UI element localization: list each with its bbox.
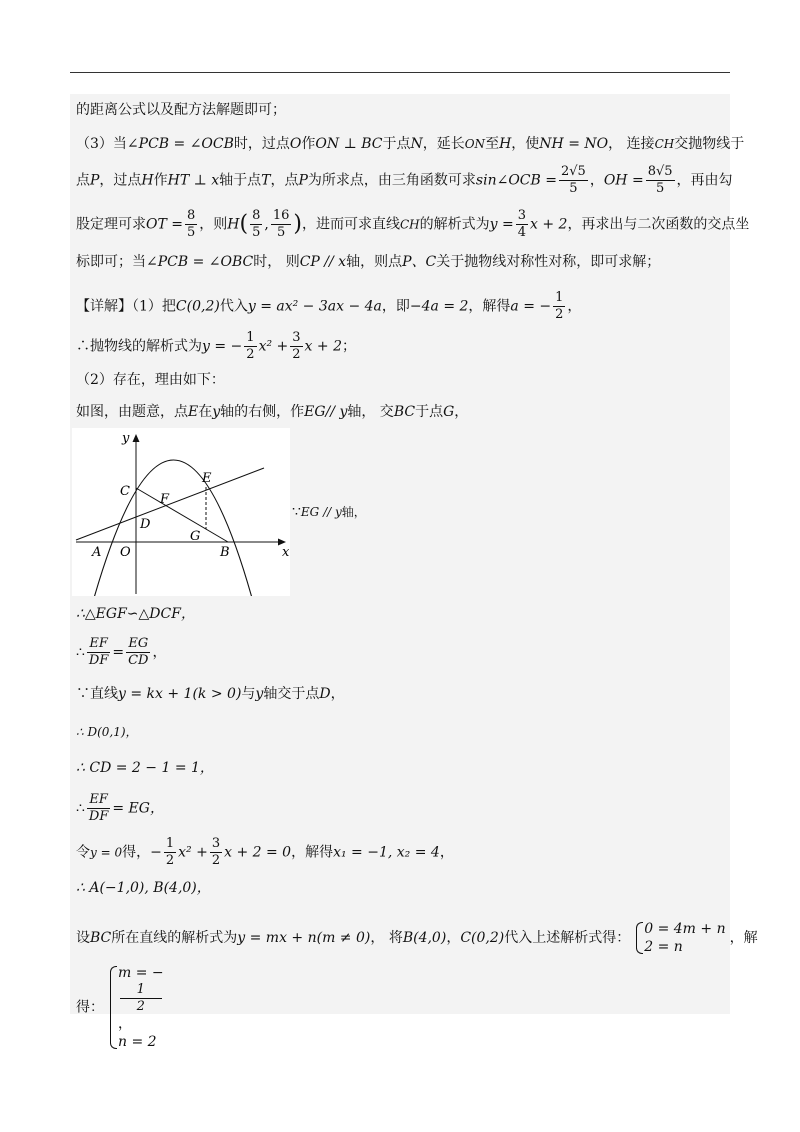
numerator: 2√5 — [561, 164, 586, 179]
math: BC — [90, 930, 112, 946]
text: 交抛物线于 — [674, 136, 745, 152]
math: x + 2 — [304, 338, 342, 355]
math: y = ax² − 3ax − 4a — [247, 298, 382, 315]
text: ， — [567, 298, 582, 315]
numerator: 1 — [555, 290, 564, 305]
text: 的解析式为 — [419, 216, 490, 233]
math: y = — [489, 216, 514, 233]
denominator: DF — [88, 653, 109, 668]
text: ，解 — [729, 930, 758, 946]
text: 轴， — [341, 505, 366, 519]
text: ， — [439, 844, 454, 861]
math: m = − — [118, 965, 164, 981]
label-e: E — [202, 471, 212, 486]
numerator: 3 — [211, 836, 221, 851]
text: ，解得 — [468, 298, 511, 315]
label-y: y — [122, 431, 130, 446]
denominator: 2 — [292, 347, 301, 362]
text: ，解得 — [291, 844, 334, 861]
line-part3-b — [76, 164, 733, 197]
math: CH — [399, 217, 420, 232]
denominator: 5 — [252, 225, 261, 240]
line-part3-c: 股定理可求OT = $\frac{8}{5}$ ，则H( $\frac{8}{5}$ , $\frac{16}{5}$ )，进而可求直线CH的解析式为y = $\frac{3}{4}$ x + 2，再求出与二次函数的交点坐 — [76, 208, 750, 240]
math: H — [499, 136, 512, 152]
numerator: 3 — [517, 208, 526, 223]
math: y = − — [202, 338, 243, 355]
denominator: 2 — [555, 307, 564, 322]
parabola-diagram — [72, 428, 290, 596]
geometry-figure — [72, 428, 290, 596]
numerator: 8 — [187, 208, 196, 223]
math: EG// y — [304, 404, 348, 420]
math: x₁ = −1, x₂ = 4 — [333, 844, 440, 861]
text: 在 — [198, 404, 213, 420]
text: 代入 — [219, 298, 248, 315]
math: T — [261, 172, 271, 189]
line-similar — [76, 604, 195, 624]
text: ∵直线 — [76, 686, 118, 702]
text: 轴的右侧，作 — [220, 404, 305, 420]
fraction — [87, 792, 110, 825]
line-because-eg — [292, 502, 366, 522]
text: ，点 — [270, 172, 299, 189]
math: P — [90, 172, 100, 189]
math: ∠PCB = ∠OCB — [126, 136, 234, 152]
text: 的距离公式以及配方法解题即可； — [76, 102, 286, 118]
text: ，即 — [381, 298, 410, 315]
denominator: 2 — [211, 853, 221, 868]
denominator: DF — [88, 809, 109, 824]
label-f: F — [160, 492, 170, 507]
math: y — [212, 404, 221, 420]
line-detail-1 — [76, 290, 581, 323]
text: 如图，由题意，点 — [76, 404, 188, 420]
math: OH = — [603, 172, 644, 189]
math: x + 2 = 0 — [224, 844, 292, 861]
text: = — [112, 644, 125, 661]
line-part3-a — [76, 134, 744, 154]
solution-content — [70, 94, 758, 1050]
text: 时，过点 — [233, 136, 290, 152]
text: 点 — [76, 172, 90, 189]
fraction — [559, 164, 588, 197]
math: ∴ D(0,1)， — [76, 725, 138, 739]
fraction — [164, 836, 176, 869]
equation — [118, 964, 164, 1033]
math: x + 2 — [530, 216, 568, 233]
line-line-d — [76, 684, 345, 704]
text: 代入上述解析式得： — [504, 930, 631, 946]
math: CP // x — [299, 254, 347, 270]
text: ； — [341, 338, 356, 355]
text: ∴ — [76, 800, 85, 817]
label-x: x — [282, 545, 290, 560]
math: −4a = 2 — [409, 298, 469, 315]
text: ， 连接 — [608, 136, 655, 152]
math: y — [255, 686, 264, 702]
math: ON ⊥ BC — [315, 136, 383, 152]
math: ∠PCB = ∠OBC — [146, 254, 254, 270]
math: sin∠OCB = — [475, 172, 557, 189]
math: P — [298, 172, 308, 189]
numerator: EG — [126, 636, 150, 653]
numerator: 1 — [246, 330, 255, 345]
text: 于点 — [415, 404, 444, 420]
math: y = mx + n(m ≠ 0) — [237, 930, 371, 946]
text: ，延长 — [422, 136, 465, 152]
math: C(0,2) — [460, 930, 505, 946]
text: ， 将 — [370, 930, 403, 946]
text: 得， — [122, 844, 151, 861]
fraction — [646, 164, 675, 197]
fraction — [516, 208, 528, 241]
label-a: A — [92, 545, 102, 560]
math: OT = — [146, 216, 183, 233]
line-roots — [76, 836, 454, 869]
text: 关于抛物线对称性对称，即可求解； — [436, 254, 661, 270]
text: 股定理可求 — [76, 216, 146, 233]
equation: n = 2 — [118, 1034, 157, 1050]
math: P、C — [402, 254, 437, 270]
fraction — [553, 290, 565, 323]
numerator: 1 — [165, 836, 175, 851]
fraction — [210, 836, 222, 869]
fraction — [244, 330, 256, 363]
text: （2）存在，理由如下： — [76, 372, 225, 388]
text: ，使 — [511, 136, 540, 152]
fraction — [290, 330, 302, 363]
text: 至 — [485, 136, 500, 152]
line-intro — [76, 100, 286, 120]
denominator: CD — [128, 653, 149, 668]
math: G — [443, 404, 455, 420]
text: 轴，则点 — [346, 254, 403, 270]
line-cd — [76, 758, 214, 778]
equation: 2 = n — [644, 939, 683, 955]
text: ， — [589, 172, 604, 189]
label-g: G — [190, 529, 201, 544]
text: ，再求出与二次函数的交点坐 — [567, 216, 750, 233]
math: y = kx + 1(k > 0) — [118, 686, 242, 702]
numerator: 16 — [272, 208, 290, 223]
text: ， — [152, 644, 167, 661]
numerator: 8 — [252, 208, 261, 223]
math: O — [289, 136, 302, 152]
text: ， — [330, 686, 345, 702]
text: ， — [446, 930, 461, 946]
math: D — [319, 686, 331, 702]
math: H — [141, 172, 154, 189]
text: ∵ — [292, 504, 301, 520]
denominator: 5 — [276, 225, 286, 240]
text: 作 — [153, 172, 168, 189]
equation: 0 = 4m + n — [644, 921, 726, 937]
math: ∴ CD = 2 − 1 = 1， — [76, 760, 214, 776]
text: 轴交于点 — [263, 686, 320, 702]
math: C(0,2) — [175, 298, 220, 315]
math: B(4,0) — [402, 930, 447, 946]
denominator: 2 — [246, 347, 255, 362]
math: ON — [464, 137, 486, 151]
denominator: 2 — [136, 999, 145, 1014]
text: 与 — [241, 686, 256, 702]
label-o: O — [120, 545, 131, 560]
text: ∴抛物线的解析式为 — [76, 338, 202, 355]
text: 设 — [76, 930, 90, 946]
math: y = 0 — [90, 845, 123, 860]
line-ef-eg — [76, 792, 164, 825]
math: N — [410, 136, 423, 152]
text: 得： — [76, 999, 104, 1016]
numerator: EF — [87, 636, 110, 653]
text: ， — [454, 404, 469, 420]
math: − — [150, 844, 162, 861]
numerator: EF — [87, 792, 110, 809]
text: 所在直线的解析式为 — [111, 930, 238, 946]
label-d: D — [140, 517, 151, 532]
math: E — [188, 404, 199, 420]
text: 轴， 交 — [347, 404, 394, 420]
label-c: C — [120, 484, 130, 499]
fraction — [250, 208, 262, 241]
denominator: 5 — [569, 181, 578, 196]
denominator: 2 — [165, 853, 175, 868]
denominator: 4 — [517, 225, 526, 240]
text: ，进而可求直线 — [301, 216, 400, 233]
text: ∴ — [76, 644, 85, 661]
text: 作 — [301, 136, 316, 152]
y-axis-arrow — [133, 434, 140, 442]
text: 时， 则 — [253, 254, 300, 270]
numerator: 3 — [292, 330, 301, 345]
math: x² + — [178, 844, 208, 861]
math: BC — [393, 404, 416, 420]
fraction — [120, 982, 162, 1015]
numerator: 8√5 — [647, 164, 673, 179]
fraction — [126, 636, 150, 669]
math: x² + — [258, 338, 289, 355]
line-cd — [76, 468, 264, 540]
line-parabola — [76, 330, 356, 363]
math: HT ⊥ x — [167, 172, 220, 189]
math: H — [227, 216, 240, 233]
text: 标即可；当 — [76, 254, 146, 270]
math: ∴ A(−1,0), B(4,0)， — [76, 880, 211, 896]
text: ，再由勾 — [676, 172, 733, 189]
line-bc-setup — [76, 920, 758, 956]
denominator: 5 — [187, 225, 196, 240]
line-ratio — [76, 636, 166, 669]
line-solution-mn — [76, 964, 168, 1051]
math: ∴△EGF∽△DCF， — [76, 606, 195, 622]
header-rule — [70, 72, 730, 73]
equation-system — [634, 920, 725, 956]
fraction — [87, 636, 110, 669]
solution-system — [108, 964, 164, 1051]
line-fig-intro — [76, 402, 468, 422]
denominator: 5 — [655, 181, 665, 196]
text: 轴于点 — [219, 172, 262, 189]
fraction — [185, 208, 197, 241]
math: = EG， — [112, 800, 164, 817]
label-b: B — [220, 545, 230, 560]
fraction — [271, 208, 292, 241]
text: （3）当 — [76, 136, 127, 152]
math: a = − — [510, 298, 552, 315]
text: ， — [118, 1016, 132, 1032]
text: 为所求点，由三角函数可求 — [307, 172, 476, 189]
math: NH = NO — [539, 136, 609, 152]
text: 于点 — [382, 136, 411, 152]
text: 【详解】（1）把 — [76, 298, 176, 315]
math: CH — [654, 137, 675, 151]
line-part3-d — [76, 252, 660, 272]
line-ab — [76, 878, 211, 898]
math: EG // y — [300, 505, 342, 519]
line-part2 — [76, 370, 225, 390]
line-d-coord — [76, 722, 138, 742]
text: ，则 — [199, 216, 228, 233]
numerator: 1 — [120, 982, 162, 999]
parabola-curve — [94, 460, 252, 596]
text: 令 — [76, 844, 90, 861]
text: ，过点 — [99, 172, 142, 189]
